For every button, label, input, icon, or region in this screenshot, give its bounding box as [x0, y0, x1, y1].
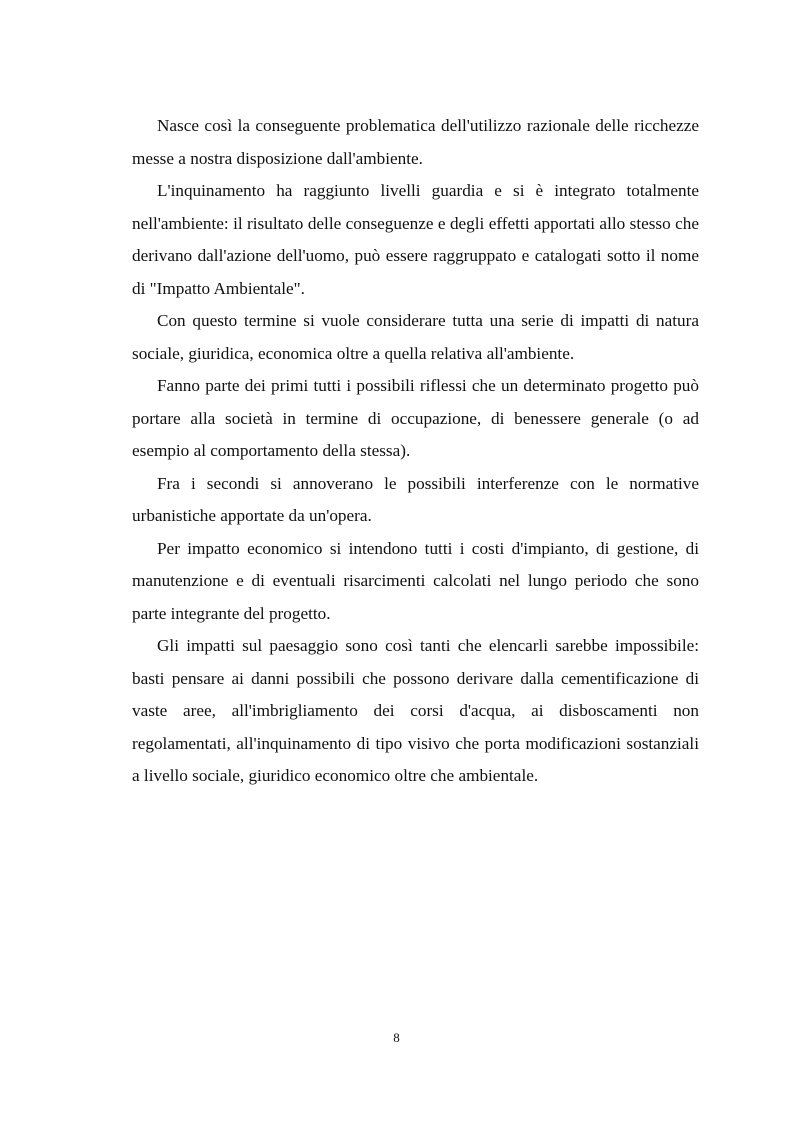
page-number: 8: [393, 1030, 400, 1045]
paragraph-7: Gli impatti sul paesaggio sono così tanti che elencarli sarebbe impossibile: basti pensare ai danni possibili che possono derivare dalla cementificazione di vaste aree, all'imbrigliamento dei corsi d'acqua, ai disboscamenti non regolamentati, all'inquinamento di tipo visivo che porta modificazioni sostanziali a livello sociale, giuridico economico oltre che ambientale.: [132, 636, 699, 785]
paragraph-4: Fanno parte dei primi tutti i possibili riflessi che un determinato progetto può portare alla società in termine di occupazione, di benessere generale (o ad esempio al comportamento della stessa).: [132, 376, 699, 460]
paragraph-3: Con questo termine si vuole considerare tutta una serie di impatti di natura sociale, giuridica, economica oltre a quella relativa all'ambiente.: [132, 311, 699, 363]
paragraph-6: Per impatto economico si intendono tutti i costi d'impianto, di gestione, di manutenzione e di eventuali risarcimenti calcolati nel lungo periodo che sono parte integrante del progetto.: [132, 538, 699, 623]
body-text: [132, 110, 699, 793]
paragraph-2: L'inquinamento ha raggiunto livelli guardia e si è integrato totalmente nell'ambiente: il risultato delle conseguenze e degli effetti apportati allo stesso che derivano dall'azione dell'uomo, può essere raggruppato e catalogati sotto il nome di "Impatto Ambientale".: [132, 181, 699, 298]
paragraph-1: Nasce così la conseguente problematica dell'utilizzo razionale delle ricchezze messe a nostra disposizione dall'ambiente.: [132, 116, 699, 168]
paragraph-5: Fra i secondi si annoverano le possibili interferenze con le normative urbanistiche apportate da un'opera.: [132, 473, 699, 525]
